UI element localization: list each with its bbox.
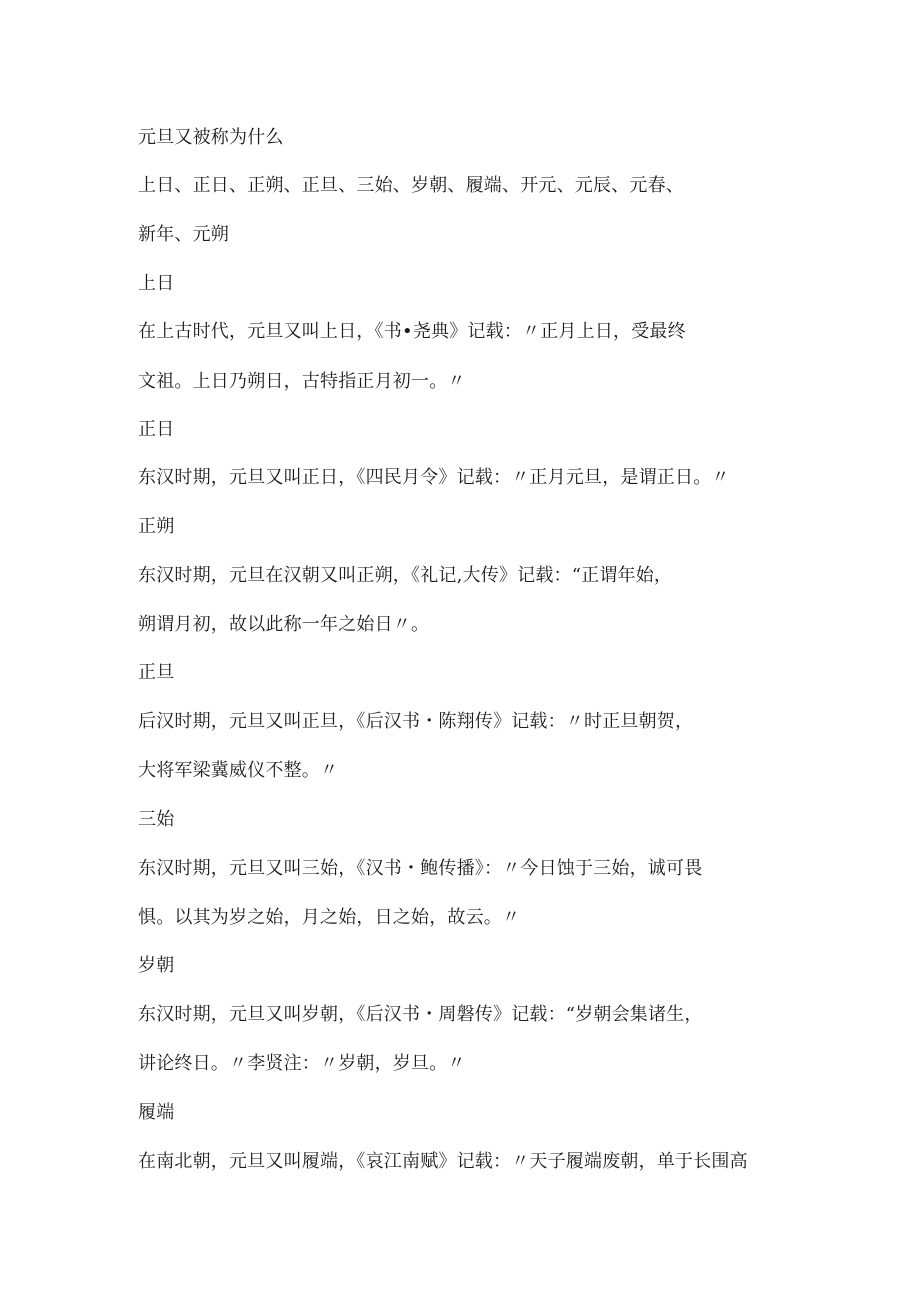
section-heading-shangri: 上日 bbox=[138, 273, 175, 294]
paragraph-line: 东汉时期，元旦在汉朝又叫正朔，《礼记,大传》记载：“正谓年始， bbox=[138, 565, 673, 586]
paragraph-line: 东汉时期，元旦又叫正日，《四民月令》记载：〃正月元旦，是谓正日。〃 bbox=[138, 467, 730, 488]
section-heading-zhengdan: 正旦 bbox=[138, 662, 175, 683]
paragraph-line: 文祖。上日乃朔日，古特指正月初一。〃 bbox=[138, 371, 466, 392]
section-heading-zhengri: 正日 bbox=[138, 419, 175, 440]
paragraph-line: 惧。以其为岁之始，月之始，日之始，故云。〃 bbox=[138, 907, 521, 928]
names-list-line-2: 新年、元朔 bbox=[138, 224, 229, 245]
names-list-line-1: 上日、正日、正朔、正旦、三始、岁朝、履端、开元、元辰、元春、 bbox=[138, 175, 684, 196]
paragraph-line: 东汉时期，元旦又叫三始，《汉书・鲍传播》：〃今日蚀于三始，诚可畏 bbox=[138, 858, 703, 879]
paragraph-line: 东汉时期，元旦又叫岁朝，《后汉书・周磐传》记载：“岁朝会集诸生， bbox=[138, 1004, 703, 1025]
paragraph-line: 在南北朝，元旦又叫履端，《哀江南赋》记载：〃天子履端废朝，单于长围高 bbox=[138, 1151, 748, 1172]
section-heading-lvduan: 履端 bbox=[138, 1102, 175, 1123]
paragraph-line: 讲论终日。〃李贤注：〃岁朝，岁旦。〃 bbox=[138, 1053, 466, 1074]
document-title: 元旦又被称为什么 bbox=[138, 127, 284, 148]
paragraph-line: 大将军梁冀威仪不整。〃 bbox=[138, 760, 339, 781]
section-heading-sanshi: 三始 bbox=[138, 809, 175, 830]
section-heading-suichao: 岁朝 bbox=[138, 955, 175, 976]
paragraph-line: 在上古时代，元旦又叫上日，《书•尧典》记载：〃正月上日，受最终 bbox=[138, 321, 686, 342]
paragraph-line: 朔谓月初，故以此称一年之始日〃。 bbox=[138, 614, 430, 635]
section-heading-zhengshuo: 正朔 bbox=[138, 516, 175, 537]
paragraph-line: 后汉时期，元旦又叫正旦，《后汉书・陈翔传》记载：〃时正旦朝贺， bbox=[138, 711, 694, 732]
